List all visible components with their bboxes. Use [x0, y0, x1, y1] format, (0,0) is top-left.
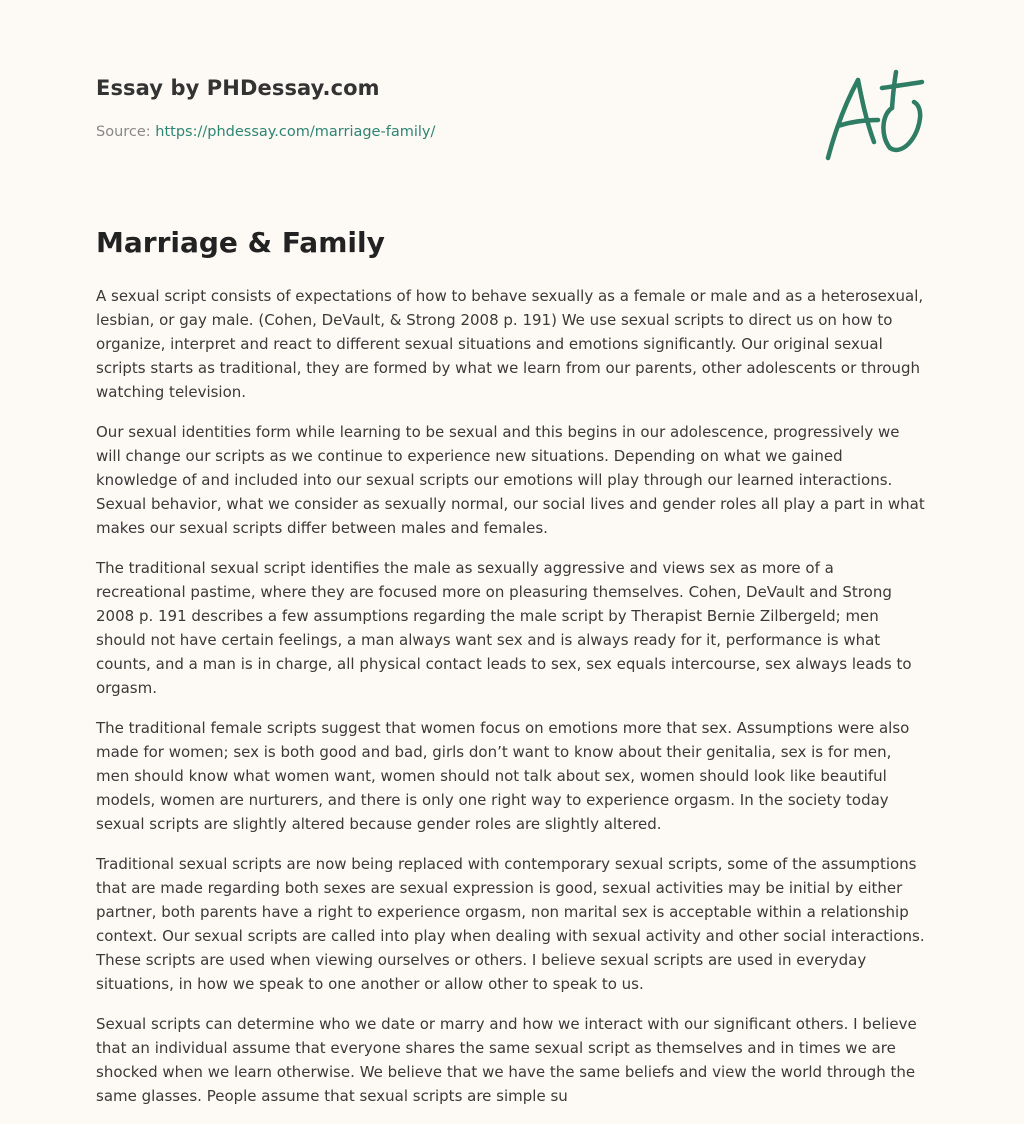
paragraph: Our sexual identities form while learning to be sexual and this begins in our adolescence, progressively we will change our scripts as we continue to experience new situations. Depending on what we gained knowledge of and included into our sexual scripts our emotions will play through our learned interactions. Sexual behavior, what we consider as sexually normal, our social lives and gender roles all play a part in what makes our sexual scripts differ between males and females.	[96, 423, 925, 537]
article-body	[96, 284, 926, 1124]
source-line	[96, 124, 435, 140]
site-brand: Essay by PHDessay.com	[96, 76, 380, 100]
paragraph: Sexual scripts can determine who we date or marry and how we interact with our significant others. I believe that an individual assume that everyone shares the same sexual script as themselves and in times we are shocked when we learn otherwise. We believe that we have the same beliefs and view the world through the same glasses. People assume that sexual scripts are simple su	[96, 1015, 917, 1105]
a-plus-logo	[818, 66, 930, 166]
paragraph: The traditional sexual script identifies the male as sexually aggressive and views sex as more of a recreational pastime, where they are focused more on pleasuring themselves. Cohen, DeVault and Strong 2008 p. 191 describes a few assumptions regarding the male script by Therapist Bernie Zilbergeld; men should not have certain feelings, a man always want sex and is always ready for it, performance is what counts, and a man is in charge, all physical contact leads to sex, sex equals intercourse, sex always leads to orgasm.	[96, 559, 912, 697]
paragraph: A sexual script consists of expectations of how to behave sexually as a female or male and as a heterosexual, lesbian, or gay male. (Cohen, DeVault, & Strong 2008 p. 191) We use sexual scripts to direct us on how to organize, interpret and react to different sexual situations and emotions significantly. Our original sexual scripts starts as traditional, they are formed by what we learn from our parents, other adolescents or through watching television.	[96, 287, 924, 401]
article-title: Marriage & Family	[96, 226, 385, 259]
paragraph: Traditional sexual scripts are now being replaced with contemporary sexual scripts, some of the assumptions that are made regarding both sexes are sexual expression is good, sexual activities may be initial by either partner, both parents have a right to experience orgasm, non marital sex is acceptable within a relationship context. Our sexual scripts are called into play when dealing with sexual activity and other social interactions. These scripts are used when viewing ourselves or others. I believe sexual scripts are used in everyday situations, in how we speak to one another or allow other to speak to us.	[96, 855, 925, 993]
source-link[interactable]: https://phdessay.com/marriage-family/	[155, 124, 436, 140]
paragraph: The traditional female scripts suggest that women focus on emotions more that sex. Assumptions were also made for women; sex is both good and bad, girls don’t want to know about their genitalia, sex is for men, men should know what women want, women should not talk about sex, women should look like beautiful models, women are nurturers, and there is only one right way to experience orgasm. In the society today sexual scripts are slightly altered because gender roles are slightly altered.	[96, 719, 910, 833]
source-label: Source:	[96, 124, 151, 140]
